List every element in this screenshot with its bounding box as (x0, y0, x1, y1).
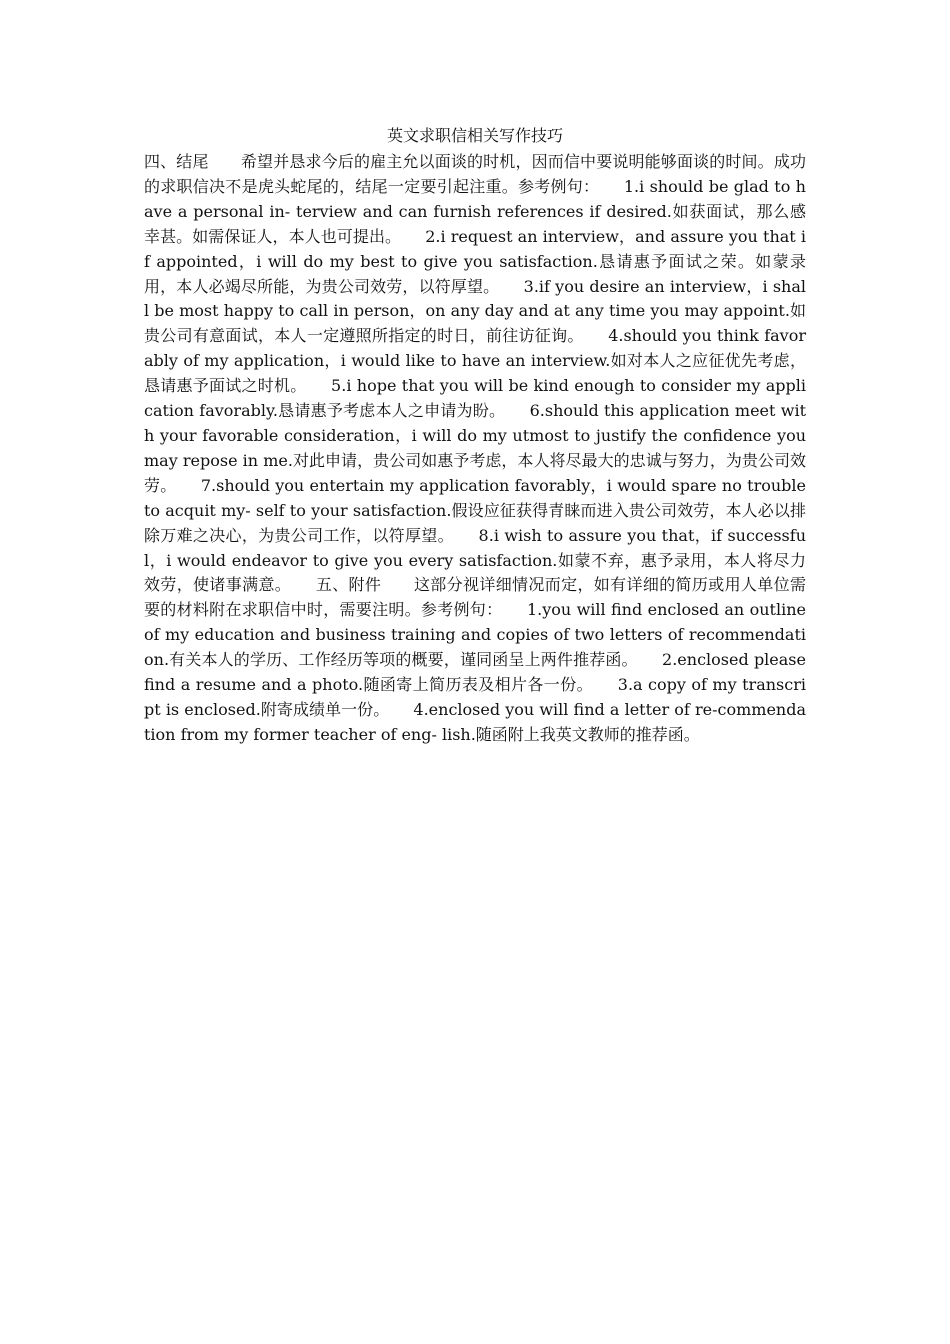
document-body: 四、结尾 希望并恳求今后的雇主允以面谈的时机，因而信中要说明能够面谈的时间。成功的求职信决不是虎头蛇尾的，结尾一定要引起注重。参考例句： 1.i should be glad to have a personal in- terview and can furnish references if desired.如获面试，那么感幸甚。如需保证人，本人也可提出。 2.i request an interview，and assure you that if appointed，i will do my best to give you satisfaction.恳请惠予面试之荣。如蒙录用，本人必竭尽所能，为贵公司效劳，以符厚望。 3.if you desire an interview，i shall be most happy to call in person，on any day and at any time you may appoint.如贵公司有意面试，本人一定遵照所指定的时日，前往访征询。 4.should you think favorably of my application，i would like to have an interview.如对本人之应征优先考虑，恳请惠予面试之时机。 5.i hope that you will be kind enough to consider my application favorably.恳请惠予考虑本人之申请为盼。 6.should this application meet with your favorable consideration，i will do my utmost to justify the confidence you may repose in me.对此申请，贵公司如惠予考虑，本人将尽最大的忠诚与努力，为贵公司效劳。 7.should you entertain my application favorably，i would spare no trouble to acquit my- self to your satisfaction.假设应征获得青睐而进入贵公司效劳，本人必以排除万难之决心，为贵公司工作，以符厚望。 8.i wish to assure you that，if successful，i would endeavor to give you every satisfaction.如蒙不弃，惠予录用，本人将尽力效劳，使诸事满意。 五、附件 这部分视详细情况而定，如有详细的简历或用人单位需要的材料附在求职信中时，需要注明。参考例句： 1.you will find enclosed an outline of my education and business training and copies of two letters of recommendation.有关本人的学历、工作经历等项的概要，谨同函呈上两件推荐函。 2.enclosed please find a resume and a photo.随函寄上简历表及相片各一份。 3.a copy of my transcript is enclosed.附寄成绩单一份。 4.enclosed you will find a letter of re-commendation from my former teacher of eng- lish.随函附上我英文教师的推荐函。 (144, 152, 807, 744)
document-page (144, 124, 806, 748)
document-title: 英文求职信相关写作技巧 (386, 126, 563, 145)
